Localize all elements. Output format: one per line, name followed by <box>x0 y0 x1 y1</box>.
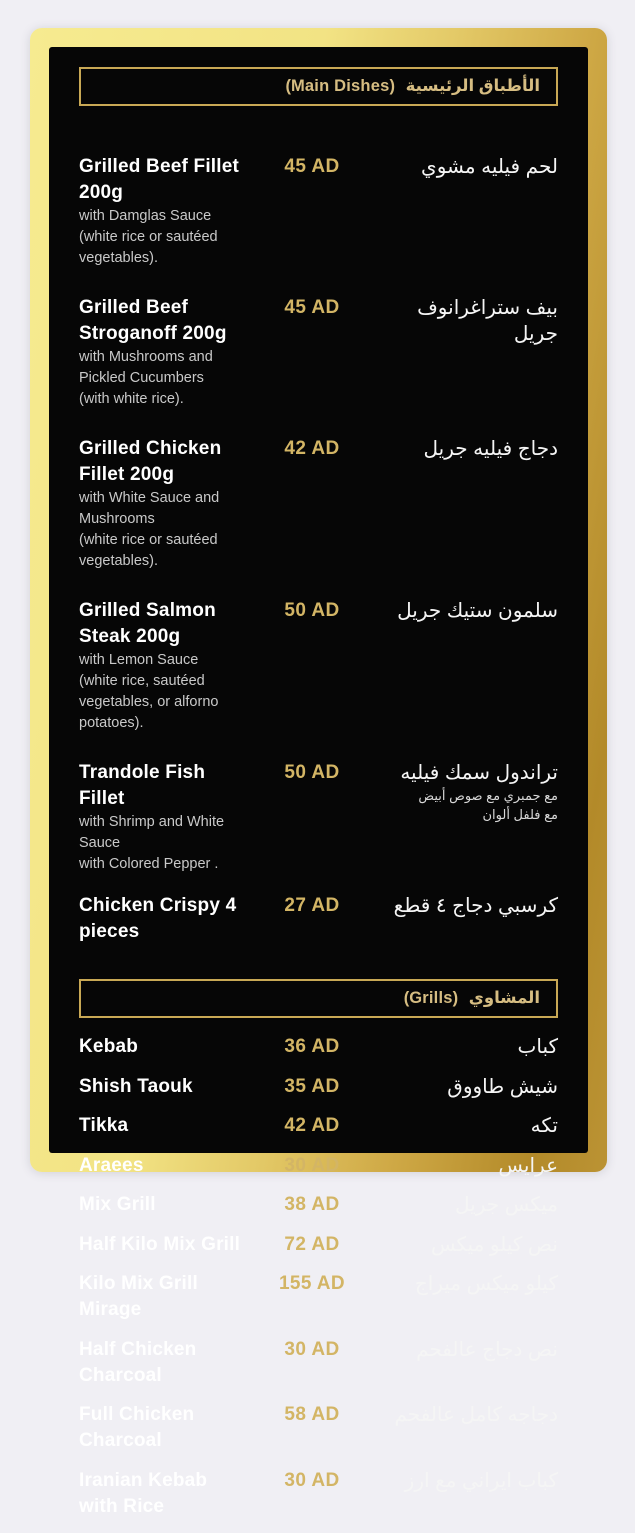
item-description-english: with Mushrooms and Pickled Cucumbers <box>79 349 213 386</box>
menu-item-row <box>79 1153 558 1179</box>
menu-item-row <box>79 598 558 734</box>
item-price: 42 AD <box>284 438 340 459</box>
item-name-english: Kebab <box>79 1036 139 1057</box>
item-price: 30 AD <box>284 1154 340 1176</box>
menu-item-row <box>79 1468 558 1520</box>
menu-item-row <box>79 295 558 410</box>
item-english-column <box>79 436 248 572</box>
menu-item-row <box>79 1034 558 1060</box>
item-english-column <box>79 1153 248 1179</box>
item-arabic-column <box>376 760 558 824</box>
item-price: 42 AD <box>284 1115 340 1136</box>
item-name-english: Grilled Chicken Fillet 200g <box>79 438 222 485</box>
item-arabic-column <box>376 1074 558 1100</box>
item-name-english: Grilled Beef Stroganoff 200g <box>79 297 227 344</box>
item-english-column <box>79 295 248 410</box>
item-name-arabic: تكه <box>530 1115 558 1137</box>
item-english-column <box>79 1113 248 1139</box>
item-name-arabic: سلمون ستيك جريل <box>397 600 558 622</box>
item-name-arabic: دجاج فيليه جريل <box>423 438 558 460</box>
item-arabic-column <box>376 1468 558 1494</box>
item-price: 35 AD <box>284 1075 340 1097</box>
menu-panel <box>49 47 588 1517</box>
item-english-column <box>79 598 248 734</box>
section-header-main-dishes <box>79 67 558 106</box>
item-list-grills <box>79 1034 558 1520</box>
menu-item-row <box>79 154 558 269</box>
item-english-column <box>79 1074 248 1100</box>
item-name-arabic: ميكس جريل <box>455 1194 558 1216</box>
item-name-english: Iranian Kebab with Rice <box>79 1469 208 1517</box>
item-name-arabic: كباب <box>517 1036 558 1058</box>
item-description-arabic: مع جمبري مع صوص أبيض <box>418 788 558 803</box>
item-name-english: Trandole Fish Fillet <box>79 762 206 809</box>
item-name-english: Mix Grill <box>79 1194 156 1215</box>
item-name-arabic: كيلو ميكس ميراج <box>414 1273 558 1295</box>
item-price: 27 AD <box>284 895 340 916</box>
item-english-column <box>79 1468 248 1520</box>
menu-item-row <box>79 436 558 572</box>
item-arabic-column <box>376 1153 558 1179</box>
section-title-arabic: المشاوي <box>468 989 540 1007</box>
item-price: 30 AD <box>284 1338 340 1360</box>
item-name-english: Grilled Beef Fillet 200g <box>79 156 240 203</box>
item-description-english: with Lemon Sauce <box>79 652 199 668</box>
item-name-arabic: عرايس <box>498 1154 558 1177</box>
item-arabic-column <box>376 1271 558 1297</box>
menu-sections <box>79 67 558 1533</box>
item-arabic-column <box>376 1337 558 1363</box>
item-name-english: Araees <box>79 1154 144 1176</box>
item-name-arabic: تراندول سمك فيليه <box>400 762 558 784</box>
item-name-arabic: دجاجه كامل عالفحم <box>394 1404 558 1426</box>
menu-item-row <box>79 1337 558 1389</box>
item-arabic-column <box>376 1232 558 1258</box>
item-price: 45 AD <box>284 297 340 318</box>
item-description-english: (with white rice). <box>79 391 184 407</box>
menu-item-row <box>79 1232 558 1258</box>
item-price: 50 AD <box>284 600 340 621</box>
item-description-english: (white rice or sautéed vegetables). <box>79 229 218 266</box>
item-description-english: with Colored Pepper . <box>79 856 219 872</box>
item-price: 58 AD <box>284 1404 340 1425</box>
item-arabic-column <box>376 295 558 347</box>
item-english-column <box>79 1232 248 1258</box>
menu-item-row <box>79 1271 558 1323</box>
item-name-arabic: نص كيلو ميكس <box>431 1233 558 1256</box>
item-english-column <box>79 1271 248 1323</box>
item-english-column <box>79 1192 248 1218</box>
item-name-arabic: كرسبي دجاج ٤ قطع <box>393 895 558 917</box>
item-english-column <box>79 1402 248 1454</box>
item-description-english: with White Sauce and Mushrooms <box>79 490 220 527</box>
item-name-english: Full Chicken Charcoal <box>79 1404 195 1451</box>
item-name-english: Half Chicken Charcoal <box>79 1338 197 1386</box>
item-price: 72 AD <box>284 1233 340 1255</box>
item-list-main-dishes <box>79 154 558 945</box>
item-name-english: Grilled Salmon Steak 200g <box>79 600 216 647</box>
item-price: 45 AD <box>284 156 340 177</box>
section-title-arabic: الأطباق الرئيسية <box>405 77 540 95</box>
item-description-english: with Damglas Sauce <box>79 208 212 224</box>
item-description-english: with Shrimp and White Sauce <box>79 814 225 851</box>
item-arabic-column <box>376 1034 558 1060</box>
item-name-arabic: بيف ستراغرانوف جريل <box>417 297 558 345</box>
section-header-grills <box>79 979 558 1018</box>
item-price: 155 AD <box>278 1273 346 1294</box>
item-name-arabic: شيش طاووق <box>447 1075 558 1098</box>
item-arabic-column <box>376 436 558 462</box>
item-arabic-column <box>376 154 558 180</box>
item-description-english: (white rice or sautéed vegetables). <box>79 532 218 569</box>
item-description-english: (white rice, sautéed vegetables, or alforno potatoes). <box>79 673 219 731</box>
item-english-column <box>79 760 248 875</box>
menu-item-row <box>79 760 558 875</box>
menu-item-row <box>79 1074 558 1100</box>
item-name-english: Half Kilo Mix Grill <box>79 1233 241 1255</box>
item-name-english: Shish Taouk <box>79 1075 193 1097</box>
item-arabic-column <box>376 1402 558 1428</box>
section-title-english: (Main Dishes) <box>285 77 395 95</box>
item-price: 36 AD <box>284 1036 340 1057</box>
menu-item-row <box>79 1192 558 1218</box>
item-english-column <box>79 893 248 945</box>
item-english-column <box>79 154 248 269</box>
item-name-arabic: كباب ايراني مع ارز <box>404 1469 558 1492</box>
section-title-english: (Grills) <box>403 989 459 1007</box>
item-arabic-column <box>376 598 558 624</box>
item-arabic-column <box>376 893 558 919</box>
item-arabic-column <box>376 1113 558 1139</box>
menu-card <box>30 28 607 1517</box>
item-description-arabic: مع فلفل ألوان <box>482 807 558 822</box>
item-name-arabic: نص دجاج عالفحم <box>416 1338 558 1361</box>
item-name-english: Tikka <box>79 1115 129 1136</box>
item-price: 30 AD <box>284 1469 340 1491</box>
menu-item-row <box>79 1113 558 1139</box>
menu-item-row <box>79 1402 558 1454</box>
menu-item-row <box>79 893 558 945</box>
item-price: 50 AD <box>284 762 340 783</box>
item-english-column <box>79 1337 248 1389</box>
item-name-english: Chicken Crispy 4 pieces <box>79 895 237 942</box>
item-name-arabic: لحم فيليه مشوي <box>421 156 558 178</box>
item-price: 38 AD <box>284 1194 340 1215</box>
item-name-english: Kilo Mix Grill Mirage <box>79 1273 198 1320</box>
item-english-column <box>79 1034 248 1060</box>
item-arabic-column <box>376 1192 558 1218</box>
